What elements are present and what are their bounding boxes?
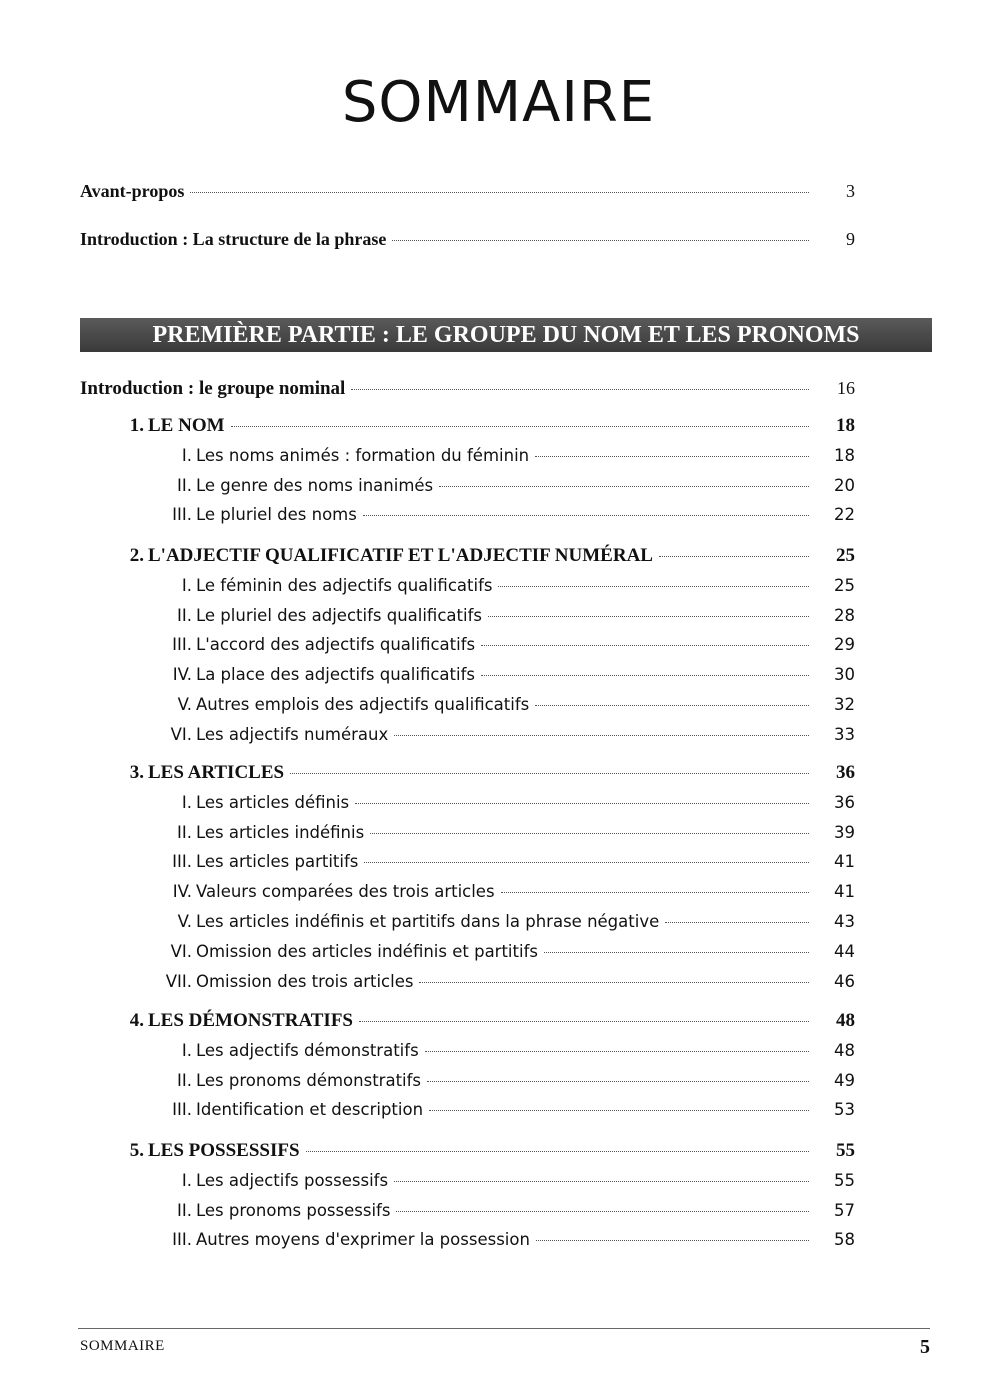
toc-section[interactable]	[80, 881, 855, 903]
section-title: Les articles définis	[196, 792, 350, 812]
section-roman: VI.	[170, 941, 192, 961]
page-title: SOMMAIRE	[341, 70, 656, 135]
section-title: Le pluriel des noms	[196, 505, 357, 525]
dot-leader	[439, 486, 809, 487]
section-title: Les adjectifs possessifs	[196, 1170, 389, 1190]
section-title: Le genre des noms inanimés	[196, 475, 434, 495]
section-page: 57	[834, 1200, 855, 1220]
toc-section[interactable]	[80, 911, 855, 933]
section-page: 39	[834, 822, 855, 842]
toc-entry-label: Avant-propos	[80, 181, 185, 201]
toc-chapter[interactable]	[80, 762, 855, 784]
section-title: Autres moyens d'exprimer la possession	[196, 1230, 530, 1250]
section-title: Les pronoms démonstratifs	[196, 1070, 422, 1090]
toc-section[interactable]	[80, 1070, 855, 1092]
toc-chapter[interactable]	[80, 545, 855, 567]
section-roman: I.	[181, 445, 192, 465]
toc-section[interactable]	[80, 822, 855, 844]
dot-leader	[396, 1211, 809, 1212]
toc-chapter[interactable]	[80, 1010, 855, 1032]
section-page: 20	[834, 475, 855, 495]
section-roman: V.	[177, 695, 192, 714]
chapter-title: L'ADJECTIF QUALIFICATIF ET L'ADJECTIF NUMÉRAL	[148, 545, 653, 566]
section-page: 28	[834, 605, 855, 625]
section-page: 41	[834, 882, 855, 902]
dot-leader	[394, 1181, 809, 1182]
toc-section[interactable]	[80, 1099, 855, 1121]
section-title: Valeurs comparées des trois articles	[196, 882, 495, 902]
section-title: Les adjectifs numéraux	[196, 724, 389, 744]
section-title: Autres emplois des adjectifs qualificatifs	[196, 695, 530, 714]
toc-section[interactable]	[80, 605, 855, 627]
dot-leader	[190, 192, 809, 193]
chapter-number: 3.	[129, 762, 144, 783]
chapter-number: 5.	[129, 1140, 144, 1161]
section-page: 43	[834, 912, 855, 931]
dot-leader	[481, 645, 809, 646]
section-title: Omission des trois articles	[196, 971, 414, 991]
footer-label: SOMMAIRE	[80, 1338, 165, 1354]
toc-section[interactable]	[80, 575, 855, 597]
section-title: Les adjectifs démonstratifs	[196, 1040, 419, 1060]
section-title: La place des adjectifs qualificatifs	[196, 665, 475, 685]
section-roman: III.	[172, 505, 192, 525]
section-page: 36	[834, 792, 855, 812]
section-title: Le féminin des adjectifs qualificatifs	[196, 575, 493, 595]
toc-entry-avant-propos[interactable]	[80, 180, 855, 202]
section-page: 55	[834, 1170, 855, 1190]
toc-entry-page: 9	[846, 229, 855, 249]
section-page: 53	[834, 1100, 855, 1120]
toc-entry-label: Introduction : La structure de la phrase	[80, 229, 387, 249]
toc-section[interactable]	[80, 792, 855, 814]
section-title: Identification et description	[196, 1100, 424, 1120]
section-roman: VI.	[170, 724, 192, 744]
dot-leader	[351, 389, 809, 390]
section-roman: II.	[177, 1200, 192, 1220]
toc-entry-part-intro[interactable]	[80, 377, 855, 400]
section-title: Omission des articles indéfinis et partitifs	[196, 941, 538, 961]
dot-leader	[536, 1240, 809, 1241]
section-roman: III.	[172, 635, 192, 655]
part-banner: PREMIÈRE PARTIE : LE GROUPE DU NOM ET LES PRONOMS	[80, 318, 932, 352]
section-roman: II.	[177, 605, 192, 625]
section-roman: III.	[172, 1100, 192, 1120]
chapter-page: 36	[836, 762, 855, 783]
toc-entry-introduction[interactable]	[80, 228, 855, 250]
toc-entry-page: 16	[837, 378, 855, 398]
section-page: 30	[834, 665, 855, 685]
dot-leader	[231, 426, 809, 427]
chapter-number: 4.	[129, 1010, 144, 1031]
footer-divider	[78, 1328, 930, 1329]
dot-leader	[535, 456, 809, 457]
section-roman: I.	[181, 792, 192, 812]
chapter-title: LES POSSESSIFS	[148, 1140, 300, 1161]
dot-leader	[427, 1081, 809, 1082]
footer-page-number: 5	[920, 1336, 930, 1358]
dot-leader	[544, 952, 809, 953]
section-page: 33	[834, 724, 855, 744]
toc-section[interactable]	[80, 1040, 855, 1062]
dot-leader	[481, 675, 809, 676]
toc-section[interactable]	[80, 1200, 855, 1222]
chapter-title: LE NOM	[148, 415, 225, 436]
section-roman: I.	[181, 575, 192, 595]
toc-section[interactable]	[80, 1170, 855, 1192]
toc-section[interactable]	[80, 1229, 855, 1251]
toc-section[interactable]	[80, 941, 855, 963]
chapter-title: LES ARTICLES	[148, 762, 285, 783]
toc-section[interactable]	[80, 445, 855, 467]
dot-leader	[306, 1151, 809, 1152]
dot-leader	[370, 833, 809, 834]
toc-section[interactable]	[80, 475, 855, 497]
section-page: 32	[834, 695, 855, 714]
section-roman: II.	[177, 475, 192, 495]
section-page: 22	[834, 505, 855, 525]
chapter-number: 2.	[129, 545, 144, 566]
dot-leader	[425, 1051, 809, 1052]
section-roman: I.	[181, 1040, 192, 1060]
section-roman: III.	[172, 852, 192, 872]
dot-leader	[392, 240, 809, 241]
dot-leader	[429, 1110, 809, 1111]
section-page: 25	[834, 575, 855, 595]
section-page: 18	[834, 445, 855, 465]
toc-entry-label: Introduction : le groupe nominal	[80, 378, 346, 399]
dot-leader	[535, 705, 809, 706]
section-title: Les noms animés : formation du féminin	[196, 445, 530, 465]
dot-leader	[501, 892, 809, 893]
section-page: 49	[834, 1070, 855, 1090]
section-roman: IV.	[172, 882, 192, 902]
toc-chapter[interactable]	[80, 1140, 855, 1162]
section-title: Les articles partitifs	[196, 852, 359, 872]
toc-section[interactable]	[80, 851, 855, 873]
toc-section[interactable]	[80, 504, 855, 526]
toc-section[interactable]	[80, 724, 855, 746]
section-roman: IV.	[172, 665, 192, 685]
chapter-title: LES DÉMONSTRATIFS	[148, 1010, 354, 1031]
section-page: 29	[834, 635, 855, 655]
section-title: Les articles indéfinis et partitifs dans la phrase négative	[196, 912, 660, 931]
toc-chapter[interactable]	[80, 415, 855, 437]
section-page: 41	[834, 852, 855, 872]
section-roman: VII.	[165, 971, 192, 991]
section-roman: V.	[177, 912, 192, 931]
toc-section[interactable]	[80, 971, 855, 993]
dot-leader	[419, 982, 809, 983]
chapter-page: 25	[836, 545, 855, 566]
section-roman: III.	[172, 1230, 192, 1250]
dot-leader	[488, 616, 809, 617]
section-page: 58	[834, 1230, 855, 1250]
toc-section[interactable]	[80, 664, 855, 686]
toc-section[interactable]	[80, 634, 855, 656]
section-roman: II.	[177, 822, 192, 842]
section-roman: II.	[177, 1070, 192, 1090]
section-title: Les articles indéfinis	[196, 822, 365, 842]
section-title: Le pluriel des adjectifs qualificatifs	[196, 605, 482, 625]
section-page: 48	[834, 1040, 855, 1060]
chapter-number: 1.	[129, 415, 144, 436]
dot-leader	[363, 515, 809, 516]
section-page: 46	[834, 971, 855, 991]
toc-entry-page: 3	[846, 181, 855, 201]
toc-section[interactable]	[80, 694, 855, 716]
section-page: 44	[834, 941, 855, 961]
dot-leader	[394, 735, 809, 736]
section-title: Les pronoms possessifs	[196, 1200, 391, 1220]
section-roman: I.	[181, 1170, 192, 1190]
dot-leader	[498, 586, 809, 587]
chapter-page: 18	[836, 415, 855, 436]
dot-leader	[355, 803, 809, 804]
chapter-page: 55	[836, 1140, 855, 1161]
dot-leader	[290, 773, 809, 774]
chapter-page: 48	[836, 1010, 855, 1031]
dot-leader	[659, 556, 809, 557]
section-title: L'accord des adjectifs qualificatifs	[196, 635, 476, 655]
dot-leader	[364, 862, 809, 863]
dot-leader	[359, 1021, 809, 1022]
dot-leader	[665, 922, 809, 923]
